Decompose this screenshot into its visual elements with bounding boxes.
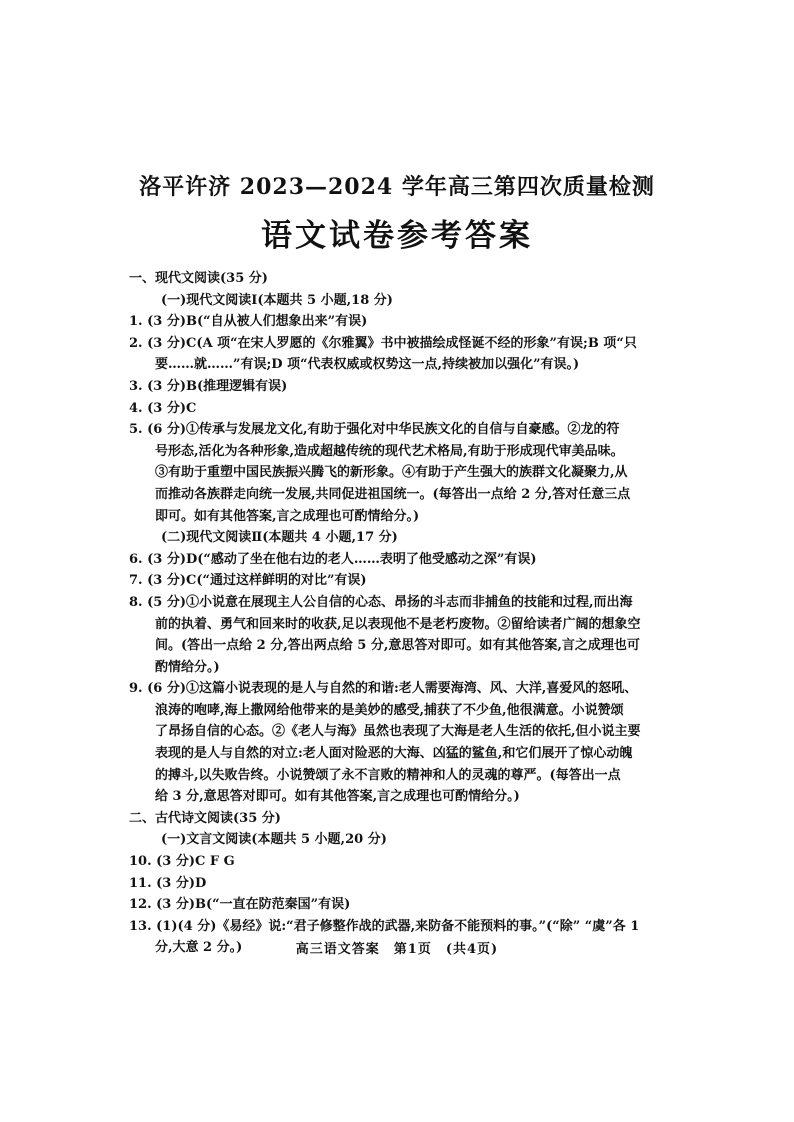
answer-q3: 3. (3 分)B(推理逻辑有误) bbox=[129, 378, 288, 394]
answer-q5-line4: 而推动各族群走向统一发展,共同促进祖国统一。(每答出一点给 2 分,答对任意三点 bbox=[155, 486, 631, 502]
subsection-heading-classical-prose: (一)文言文阅读(本题共 5 小题,20 分) bbox=[161, 832, 387, 848]
answer-q13-line1: 13. (1)(4 分)《易经》说:“君子修整作战的武器,来防备不能预料的事。”(“除” “虞”各 1 bbox=[129, 918, 640, 934]
answer-q8-line1: 8. (5 分)①小说意在展现主人公自信的心态、昂扬的斗志而非捕鱼的技能和过程,而出海 bbox=[129, 594, 633, 610]
answer-q9-line1: 9. (6 分)①这篇小说表现的是人与自然的和谐:老人需要海湾、风、大洋,喜爱风的怒吼、 bbox=[129, 681, 638, 697]
section-heading-modern-reading: 一、现代文阅读(35 分) bbox=[129, 271, 268, 286]
document-subtitle: 语文试卷参考答案 bbox=[261, 218, 533, 254]
answer-q5-line2: 号形态,活化为各种形象,造成超越传统的现代艺术格局,有助于形成现代审美品味。 bbox=[155, 443, 624, 459]
answer-q8-line4: 酌情给分。) bbox=[155, 659, 220, 675]
answer-content bbox=[129, 268, 669, 959]
answer-q9-line6: 给 3 分,意思答对即可。如有其他答案,言之成理也可酌情给分。) bbox=[155, 789, 520, 805]
subsection-heading-modern-reading-2: (二)现代文阅读Ⅱ(本题共 4 小题,17 分) bbox=[161, 530, 398, 546]
answer-q11: 11. (3 分)D bbox=[129, 875, 207, 891]
answer-q8-line3: 间。(答出一点给 2 分,答出两点给 5 分,意思答对即可。如有其他答案,言之成理也可 bbox=[155, 638, 640, 654]
subsection-heading-modern-reading-1: (一)现代文阅读Ⅰ(本题共 5 小题,18 分) bbox=[161, 292, 393, 308]
answer-q4: 4. (3 分)C bbox=[129, 400, 197, 416]
answer-q5-line3: ③有助于重塑中国民族振兴腾飞的新形象。④有助于产生强大的族群文化凝聚力,从 bbox=[155, 465, 628, 481]
answer-q9-line3: 了昂扬自信的心态。②《老人与海》虽然也表现了大海是老人生活的依托,但小说主要 bbox=[155, 724, 641, 740]
answer-q2-line2: 要……就……”有误;D 项“代表权威或权势这一点,持续被加以强化”有误。) bbox=[155, 357, 580, 373]
answer-q2-line1: 2. (3 分)C(A 项“在宋人罗愿的《尔雅翼》书中被描绘成怪诞不经的形象”有误;B 项“只 bbox=[129, 335, 637, 351]
answer-q7: 7. (3 分)C(“通过这样鲜明的对比”有误) bbox=[129, 573, 367, 589]
answer-q1: 1. (3 分)B(“自从被人们想象出来”有误) bbox=[129, 314, 368, 330]
exam-title: 洛平许济 2023—2024 学年高三第四次质量检测 bbox=[139, 174, 655, 200]
answer-q13-line2: 分,大意 2 分。) bbox=[155, 940, 243, 956]
answer-q9-line4: 表现的是人与自然的对立:老人面对险恶的大海、凶猛的鲨鱼,和它们展开了惊心动魄 bbox=[155, 746, 633, 762]
answer-q5-line5: 即可。如有其他答案,言之成理也可酌情给分。) bbox=[155, 508, 420, 524]
page-footer: 高三语文答案 第1页 (共4页) bbox=[295, 942, 499, 957]
answer-q8-line2: 前的执着、勇气和回来时的收获,足以表现他不是老朽废物。②留给读者广阔的想象空 bbox=[155, 616, 641, 632]
answer-q10: 10. (3 分)C F G bbox=[129, 854, 235, 870]
answer-q6: 6. (3 分)D(“感动了坐在他右边的老人……表明了他受感动之深”有误) bbox=[129, 551, 537, 567]
answer-q9-line2: 浪涛的咆哮,海上撒网给他带来的是美妙的感受,捕获了不少鱼,他很满意。小说赞颂 bbox=[155, 702, 624, 718]
answer-q9-line5: 的搏斗,以失败告终。小说赞颂了永不言败的精神和人的灵魂的尊严。(每答出一点 bbox=[155, 767, 621, 783]
answer-q12: 12. (3 分)B(“一直在防范秦国”有误) bbox=[129, 897, 351, 913]
section-heading-classical-reading: 二、古代诗文阅读(35 分) bbox=[129, 810, 281, 826]
answer-q5-line1: 5. (6 分)①传承与发展龙文化,有助于强化对中华民族文化的自信与自豪感。②龙的符 bbox=[129, 422, 620, 438]
